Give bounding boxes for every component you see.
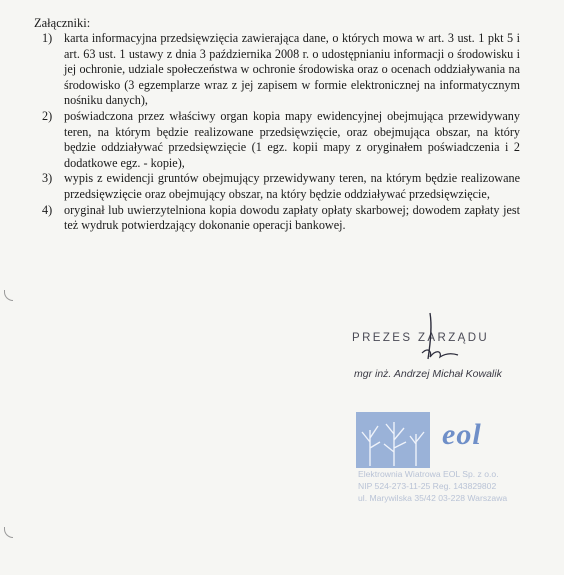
attachments-list (34, 31, 520, 234)
list-item-number: 4) (42, 202, 53, 217)
list-item (34, 171, 520, 202)
handwritten-signature (412, 311, 472, 371)
list-item-text: poświadczona przez właściwy organ kopia mapy ewidencyjnej obejmująca przewidywany teren, na którym będzie realizowane przedsięwzięcie, oraz obejmująca obszar, na który będzie oddziaływać przedsięwzięcie (1 egz. kopii mapy z oryginałem poświadczenia i 2 dodatkowe egz. - kopie), (64, 108, 520, 170)
president-stamp-title: PREZES ZARZĄDU (352, 332, 490, 344)
list-item-text: oryginał lub uwierzytelniona kopia dowodu zapłaty opłaty skarbowej; dowodem zapłaty jest też wydruk potwierdzający dokonanie operacji bankowej. (64, 202, 520, 233)
company-stamp-name: Elektrownia Wiatrowa EOL Sp. z o.o. (358, 469, 499, 479)
tree-logo-icon (356, 412, 430, 468)
list-item-number: 3) (42, 171, 53, 186)
punch-hole-mark (4, 290, 13, 301)
list-item-text: karta informacyjna przedsięwzięcia zawierająca dane, o których mowa w art. 3 ust. 1 pkt 5 i art. 63 ust. 1 ustawy z dnia 3 października 2008 r. o udostępnianiu informacji o środowisku i jej ochronie, udziale społeczeństwa w ochronie środowiska oraz o ocenach oddziaływania na środowisko (3 egzemplarze wraz z jej zapisem w formie elektronicznej na informatycznym nośniku danych), (64, 31, 520, 108)
list-item-text: wypis z ewidencji gruntów obejmujący przewidywany teren, na którym będzie realizowane przedsięwzięcie oraz obejmujący obszar, na który będzie oddziaływać przedsięwzięcie, (64, 171, 520, 201)
list-item (34, 31, 520, 109)
list-item (34, 203, 520, 234)
attachments-heading: Załączniki: (34, 16, 91, 30)
company-stamp-nip: NIP 524-273-11-25 Reg. 143829802 (358, 481, 497, 491)
list-item-number: 2) (42, 108, 53, 123)
list-item (34, 109, 520, 171)
company-stamp-address: ul. Marywilska 35/42 03-228 Warszawa (358, 493, 508, 503)
president-name: mgr inż. Andrzej Michał Kowalik (354, 368, 502, 380)
punch-hole-mark (4, 527, 13, 538)
company-logo-text: eol (442, 418, 482, 451)
company-stamp-logo (356, 412, 504, 468)
list-item-number: 1) (42, 31, 53, 45)
